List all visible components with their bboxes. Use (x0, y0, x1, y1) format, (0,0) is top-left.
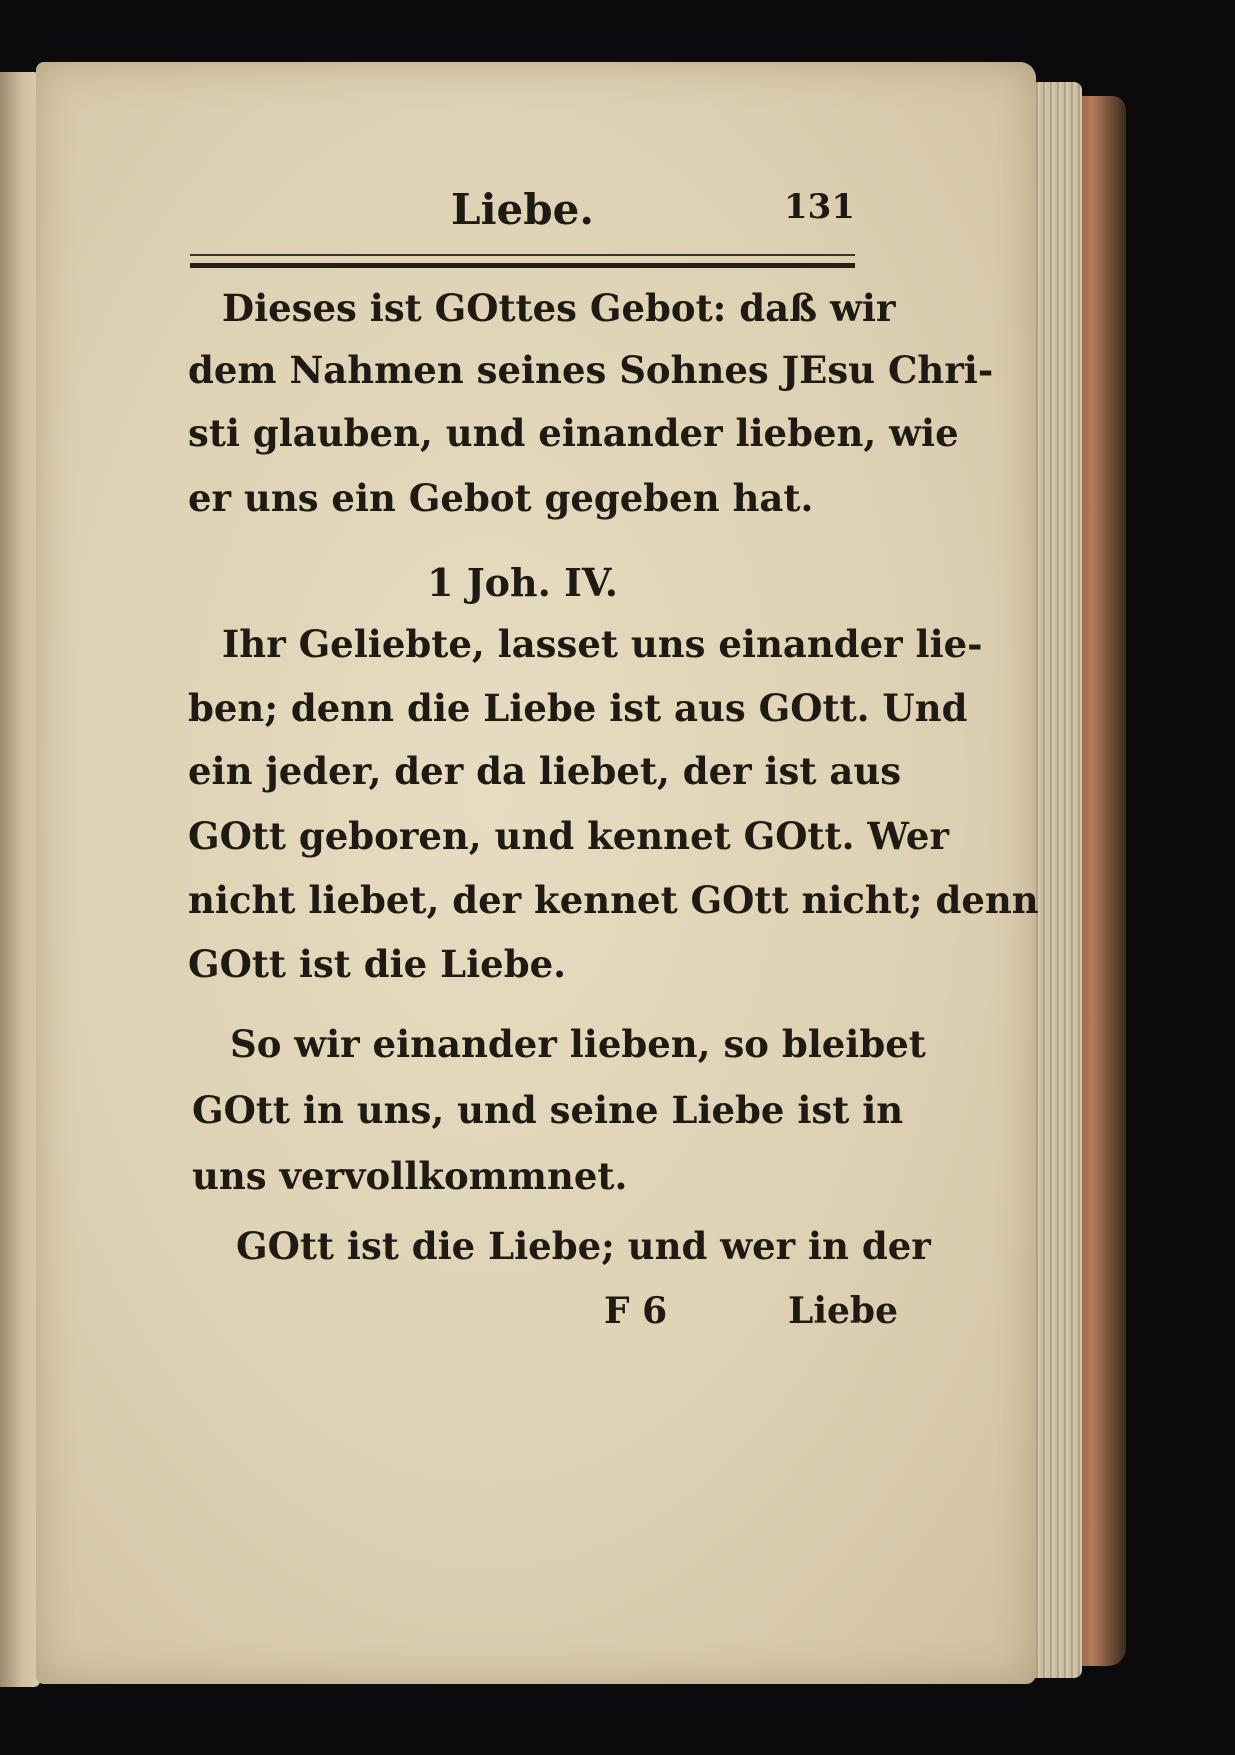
section-heading: 1 Joh. IV. (427, 560, 618, 605)
catchword: Liebe (788, 1290, 898, 1332)
text-line: nicht liebet, der kennet GOtt nicht; denn (188, 878, 1039, 922)
text-line: er uns ein Gebot gegeben hat. (188, 476, 814, 520)
text-line: GOtt ist die Liebe; und wer in der (236, 1224, 931, 1268)
text-line: ben; denn die Liebe ist aus GOtt. Und (188, 686, 968, 730)
text-line: Dieses ist GOttes Gebot: daß wir (222, 286, 896, 330)
page-number: 131 (784, 187, 855, 227)
text-line: GOtt in uns, und seine Liebe ist in (192, 1088, 904, 1132)
left-page-edge (0, 72, 40, 1687)
page-header (190, 185, 855, 245)
text-line: So wir einander lieben, so bleibet (230, 1022, 926, 1066)
text-line: ein jeder, der da liebet, der ist aus (188, 749, 902, 793)
text-line: Ihr Geliebte, lasset uns einander lie- (222, 622, 983, 666)
text-line: dem Nahmen seines Sohnes JEsu Chri- (188, 348, 994, 392)
text-line: GOtt geboren, und kennet GOtt. Wer (188, 814, 949, 858)
signature-mark: F 6 (604, 1290, 668, 1332)
header-rule-thin (190, 254, 855, 256)
running-head: Liebe. (451, 185, 594, 234)
text-line: uns vervollkommnet. (192, 1154, 628, 1198)
header-rule-thick (190, 263, 855, 268)
text-line: sti glauben, und einander lieben, wie (188, 411, 959, 455)
text-line: GOtt ist die Liebe. (188, 942, 567, 986)
